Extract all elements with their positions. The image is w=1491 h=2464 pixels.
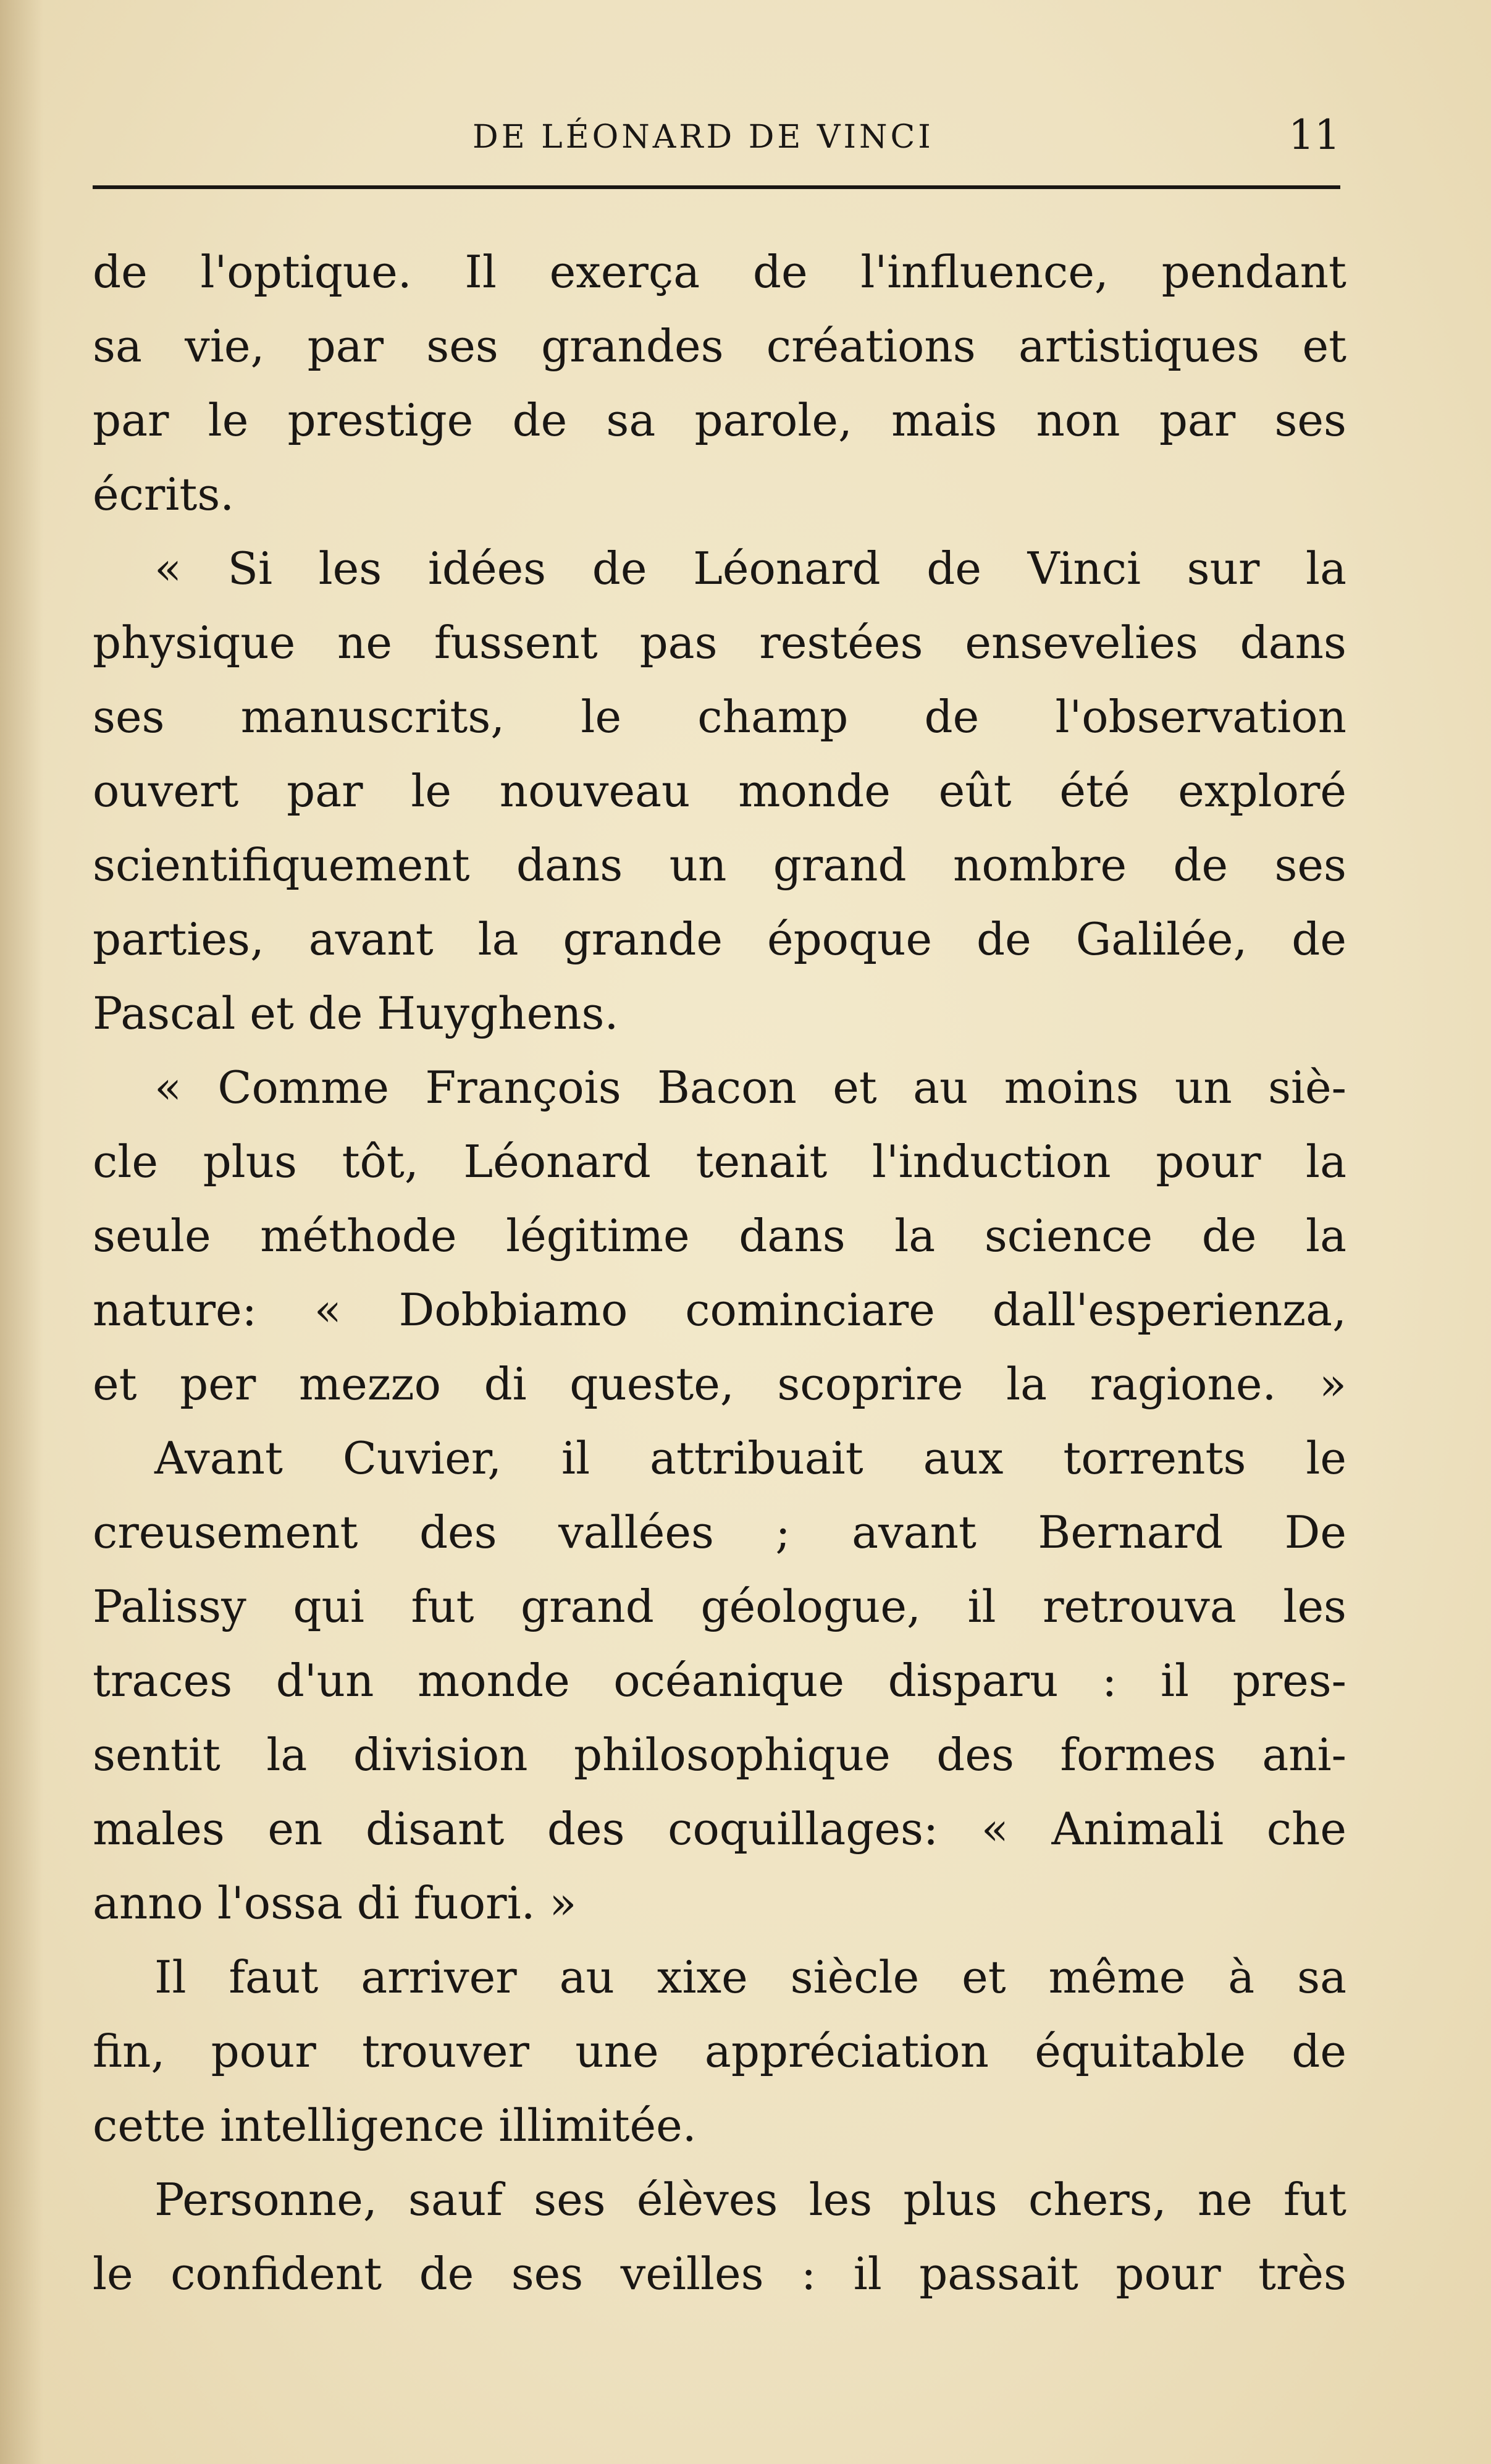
text-line: Il faut arriver au xixe siècle et même à sa [154,1951,1346,2003]
text-line: physique ne fussent pas restées ensevelies dans [93,617,1346,669]
text-line: ouvert par le nouveau monde eût été exploré [93,765,1346,817]
page-number: 11 [1288,111,1340,159]
text-line: nature: « Dobbiamo cominciare dall'esperienza, [93,1284,1346,1336]
text-line: et per mezzo di queste, scoprire la ragione. » [93,1358,1346,1410]
page-header [93,110,1340,166]
text-line: Personne, sauf ses élèves les plus chers, ne fut [154,2174,1346,2226]
page-edge-shadow [0,0,43,2464]
text-line: Pascal et de Huyghens. [93,987,619,1039]
text-line: cle plus tôt, Léonard tenait l'induction pour la [93,1136,1346,1188]
text-line: seule méthode légitime dans la science de la [93,1210,1346,1262]
text-line: le confident de ses veilles : il passait pour très [93,2248,1346,2300]
text-line: parties, avant la grande époque de Galilée, de [93,913,1346,965]
running-head: DE LÉONARD DE VINCI [472,119,934,156]
text-line: Palissy qui fut grand géologue, il retrouva les [93,1580,1346,1632]
text-line: « Comme François Bacon et au moins un siè- [154,1061,1346,1113]
text-line: fin, pour trouver une appréciation équitable de [93,2025,1346,2077]
header-rule [93,185,1340,189]
text-line: males en disant des coquillages: « Animali che [93,1803,1346,1855]
text-line: « Si les idées de Léonard de Vinci sur la [154,542,1346,594]
text-line: traces d'un monde océanique disparu : il pres- [93,1655,1346,1707]
body-text [93,235,1346,2311]
text-line: sentit la division philosophique des formes ani- [93,1729,1346,1781]
text-line: cette intelligence illimitée. [93,2099,697,2151]
text-line: Avant Cuvier, il attribuait aux torrents le [154,1432,1346,1484]
text-line: ses manuscrits, le champ de l'observation [93,691,1346,743]
text-line: scientifiquement dans un grand nombre de ses [93,839,1346,891]
text-line: écrits. [93,468,235,520]
text-line: de l'optique. Il exerça de l'influence, pendant [93,246,1346,298]
text-line: anno l'ossa di fuori. » [93,1877,577,1929]
text-line: sa vie, par ses grandes créations artistiques et [93,320,1346,372]
text-line: creusement des vallées ; avant Bernard De [93,1506,1346,1558]
text-line: par le prestige de sa parole, mais non par ses [93,394,1346,446]
